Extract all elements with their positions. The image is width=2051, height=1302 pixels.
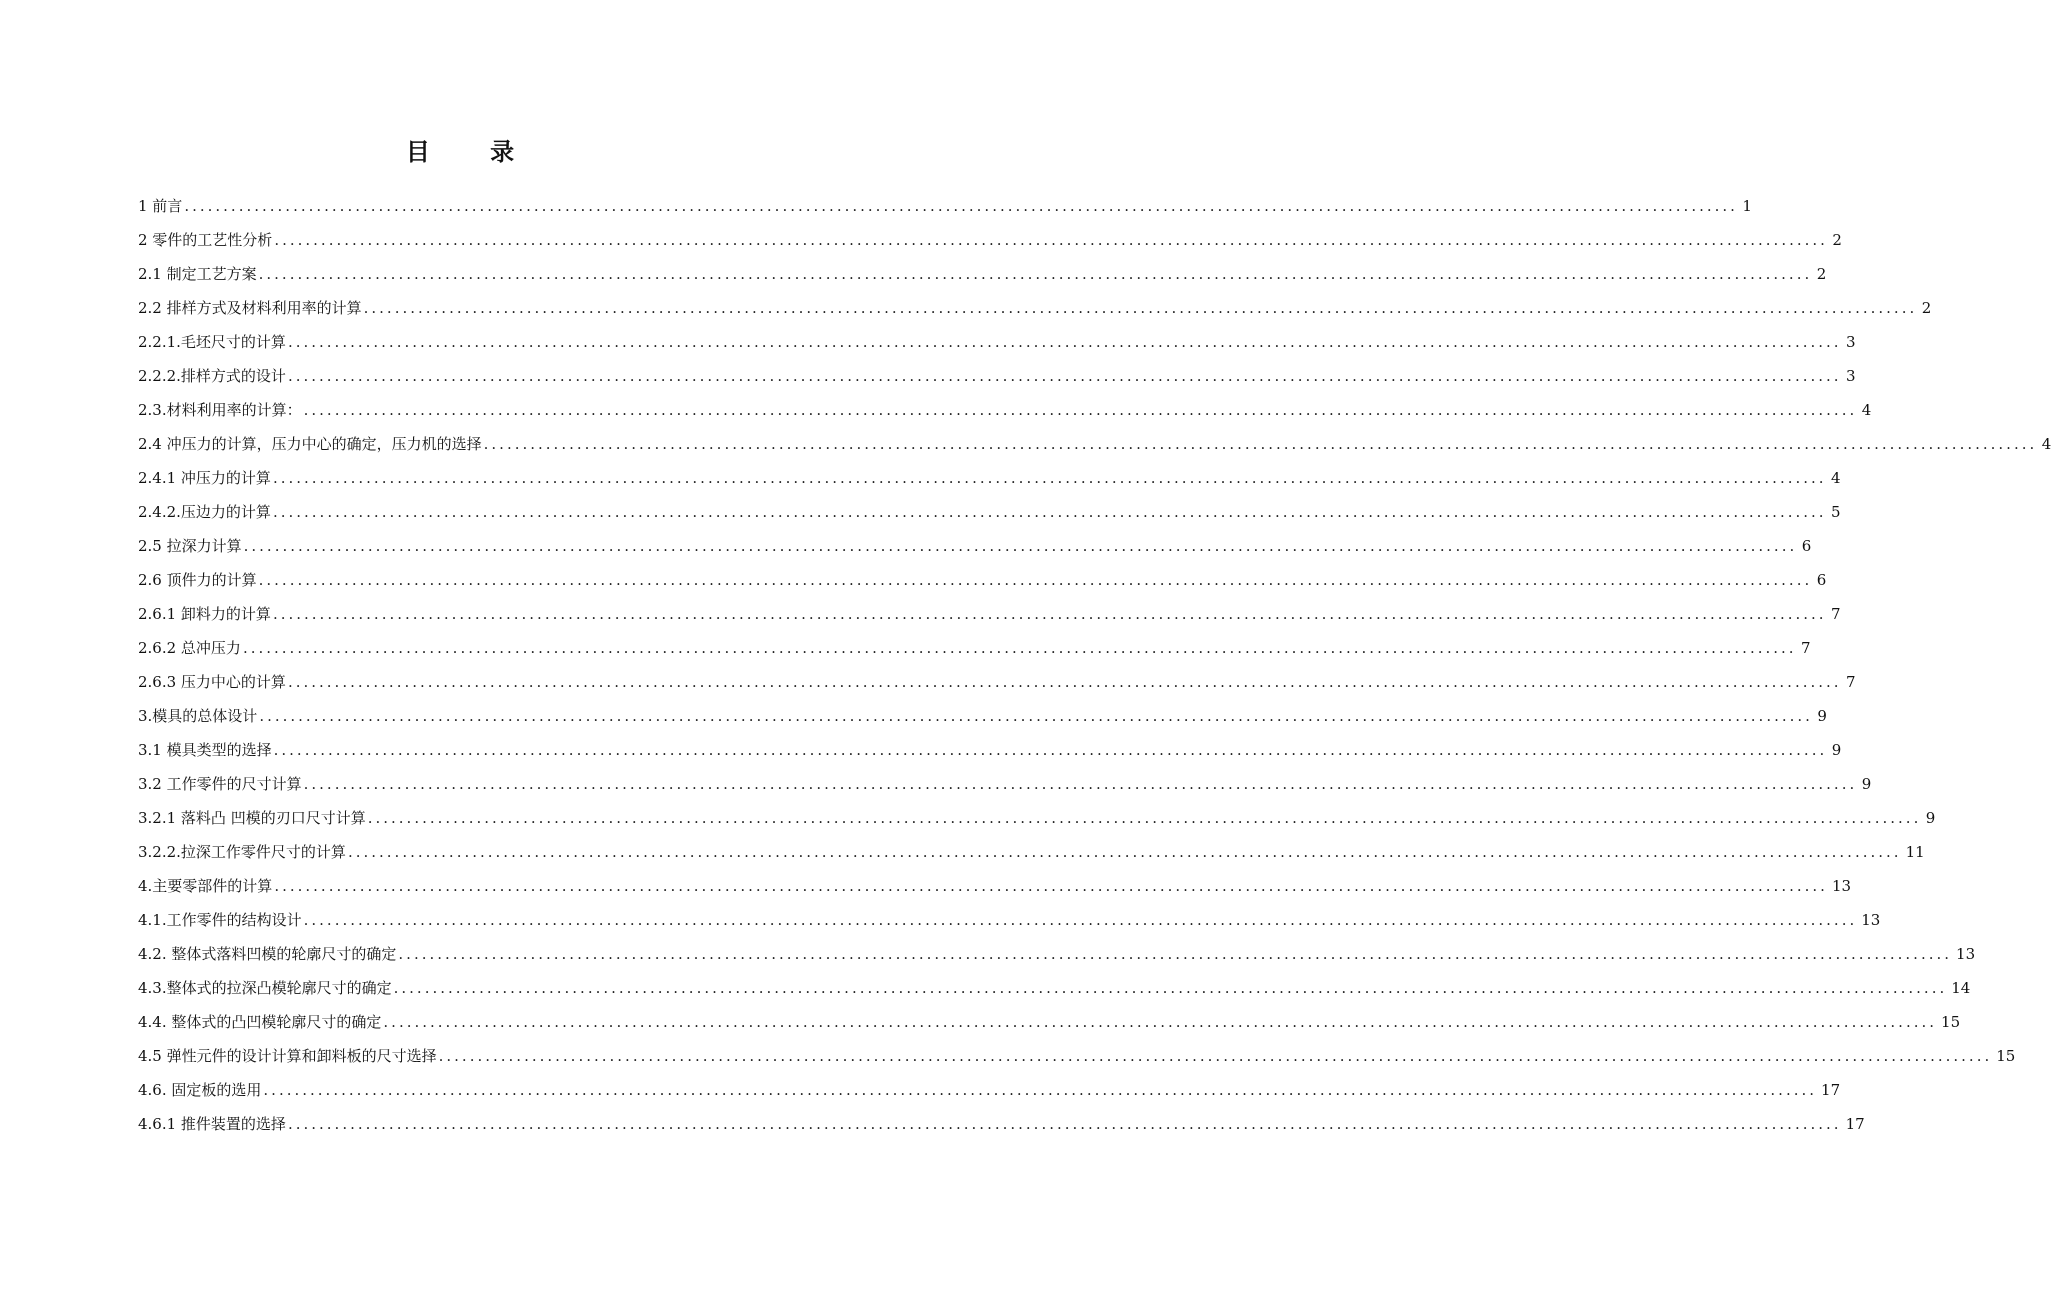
toc-dot-leader: ........................................................................................................................................................................................................ bbox=[273, 741, 1828, 759]
table-of-contents bbox=[138, 189, 2051, 1141]
toc-entry-title: 2.4.2.压边力的计算 bbox=[138, 503, 271, 521]
toc-dot-leader: ........................................................................................................................................................................................................ bbox=[272, 605, 1827, 623]
toc-page-number: 7 bbox=[1801, 639, 1811, 657]
toc-entry[interactable] bbox=[138, 189, 1752, 223]
toc-dot-leader: ........................................................................................................................................................................................................ bbox=[274, 231, 1828, 249]
toc-entry[interactable] bbox=[138, 665, 1856, 699]
toc-entry-title: 2.3.材料利用率的计算： bbox=[138, 401, 302, 419]
toc-page-number: 5 bbox=[1831, 503, 1841, 521]
toc-page-number: 15 bbox=[1941, 1013, 1961, 1031]
toc-dot-leader: ........................................................................................................................................................................................................ bbox=[287, 367, 1842, 385]
toc-page-number: 17 bbox=[1845, 1115, 1865, 1133]
toc-page-number: 9 bbox=[1861, 775, 1872, 793]
toc-entry-title: 2.2 排样方式及材料利用率的计算 bbox=[138, 299, 362, 317]
toc-entry[interactable] bbox=[138, 631, 1811, 665]
toc-page-number: 4 bbox=[1831, 469, 1841, 487]
toc-dot-leader: ........................................................................................................................................................................................................ bbox=[303, 775, 1858, 793]
toc-entry[interactable] bbox=[138, 971, 1971, 1005]
toc-entry[interactable] bbox=[138, 461, 1841, 495]
toc-entry[interactable] bbox=[138, 359, 1856, 393]
toc-entry[interactable] bbox=[138, 903, 1881, 937]
toc-page-number: 2 bbox=[1832, 231, 1842, 249]
toc-entry[interactable] bbox=[138, 733, 1842, 767]
toc-entry-title: 4.6. 固定板的选用 bbox=[138, 1081, 262, 1099]
toc-entry[interactable] bbox=[138, 767, 1872, 801]
toc-page-number: 9 bbox=[1817, 707, 1827, 725]
toc-dot-leader: ........................................................................................................................................................................................................ bbox=[263, 1081, 1818, 1099]
toc-page-number: 17 bbox=[1821, 1081, 1841, 1099]
toc-entry-title: 3.2.2.拉深工作零件尺寸的计算 bbox=[138, 843, 346, 861]
toc-dot-leader: ........................................................................................................................................................................................................ bbox=[367, 809, 1922, 827]
toc-entry[interactable] bbox=[138, 699, 1827, 733]
toc-entry-title: 2.6.2 总冲压力 bbox=[138, 639, 241, 657]
toc-page-number: 4 bbox=[2041, 435, 2051, 453]
toc-page-number: 1 bbox=[1742, 197, 1752, 215]
toc-entry[interactable] bbox=[138, 1073, 1841, 1107]
toc-page-number: 2 bbox=[1816, 265, 1827, 283]
toc-entry-title: 4.5 弹性元件的设计计算和卸料板的尺寸选择 bbox=[138, 1047, 437, 1065]
toc-page-number: 13 bbox=[1956, 945, 1976, 963]
toc-dot-leader: ........................................................................................................................................................................................................ bbox=[483, 435, 2038, 453]
toc-dot-leader: ........................................................................................................................................................................................................ bbox=[272, 503, 1827, 521]
toc-dot-leader: ........................................................................................................................................................................................................ bbox=[272, 469, 1827, 487]
toc-dot-leader: ........................................................................................................................................................................................................ bbox=[259, 707, 1813, 725]
toc-dot-leader: ........................................................................................................................................................................................................ bbox=[243, 537, 1798, 555]
toc-entry-title: 2.4 冲压力的计算，压力中心的确定，压力机的选择 bbox=[138, 435, 482, 453]
toc-entry-title: 3.模具的总体设计 bbox=[138, 707, 258, 725]
toc-dot-leader: ........................................................................................................................................................................................................ bbox=[258, 265, 1813, 283]
toc-page-number: 14 bbox=[1951, 979, 1971, 997]
toc-dot-leader: ........................................................................................................................................................................................................ bbox=[274, 877, 1828, 895]
toc-entry-title: 2.2.2.排样方式的设计 bbox=[138, 367, 286, 385]
toc-entry[interactable] bbox=[138, 291, 1932, 325]
toc-entry[interactable] bbox=[138, 427, 2051, 461]
toc-dot-leader: ........................................................................................................................................................................................................ bbox=[438, 1047, 1993, 1065]
toc-page-number: 6 bbox=[1816, 571, 1827, 589]
toc-entry-title: 4.2. 整体式落料凹模的轮廓尺寸的确定 bbox=[138, 945, 397, 963]
toc-entry[interactable] bbox=[138, 597, 1841, 631]
toc-entry[interactable] bbox=[138, 1107, 1865, 1141]
toc-dot-leader: ........................................................................................................................................................................................................ bbox=[393, 979, 1948, 997]
toc-page-number: 13 bbox=[1861, 911, 1881, 929]
toc-entry-title: 4.主要零部件的计算 bbox=[138, 877, 273, 895]
toc-entry-title: 2.6 顶件力的计算 bbox=[138, 571, 257, 589]
toc-entry[interactable] bbox=[138, 801, 1936, 835]
toc-page-number: 9 bbox=[1925, 809, 1936, 827]
toc-page-number: 9 bbox=[1831, 741, 1842, 759]
toc-page-number: 6 bbox=[1801, 537, 1812, 555]
toc-entry-title: 4.3.整体式的拉深凸模轮廓尺寸的确定 bbox=[138, 979, 392, 997]
toc-dot-leader: ........................................................................................................................................................................................................ bbox=[287, 333, 1842, 351]
toc-dot-leader: ........................................................................................................................................................................................................ bbox=[383, 1013, 1938, 1031]
toc-entry-title: 3.2 工作零件的尺寸计算 bbox=[138, 775, 302, 793]
toc-page-number: 7 bbox=[1831, 605, 1841, 623]
toc-entry[interactable] bbox=[138, 869, 1852, 903]
toc-entry-title: 3.1 模具类型的选择 bbox=[138, 741, 272, 759]
toc-entry[interactable] bbox=[138, 563, 1827, 597]
toc-entry-title: 2 零件的工艺性分析 bbox=[138, 231, 273, 249]
toc-entry-title: 1 前言 bbox=[138, 197, 183, 215]
toc-dot-leader: ........................................................................................................................................................................................................ bbox=[184, 197, 1738, 215]
toc-entry-title: 4.4. 整体式的凸凹模轮廓尺寸的确定 bbox=[138, 1013, 382, 1031]
toc-entry-title: 3.2.1 落料凸 凹模的刃口尺寸计算 bbox=[138, 809, 366, 827]
toc-entry[interactable] bbox=[138, 835, 1925, 869]
toc-entry[interactable] bbox=[138, 1005, 1961, 1039]
toc-page-number: 3 bbox=[1846, 367, 1856, 385]
toc-entry[interactable] bbox=[138, 223, 1842, 257]
toc-dot-leader: ........................................................................................................................................................................................................ bbox=[303, 401, 1858, 419]
toc-page-number: 13 bbox=[1831, 877, 1852, 895]
toc-dot-leader: ........................................................................................................................................................................................................ bbox=[258, 571, 1813, 589]
toc-dot-leader: ........................................................................................................................................................................................................ bbox=[303, 911, 1858, 929]
toc-entry[interactable] bbox=[138, 325, 1856, 359]
toc-entry[interactable] bbox=[138, 529, 1812, 563]
toc-entry-title: 4.6.1 推件装置的选择 bbox=[138, 1115, 286, 1133]
toc-page-number: 2 bbox=[1921, 299, 1932, 317]
toc-entry-title: 2.4.1 冲压力的计算 bbox=[138, 469, 271, 487]
toc-entry[interactable] bbox=[138, 257, 1827, 291]
toc-page-number: 4 bbox=[1861, 401, 1872, 419]
toc-entry-title: 2.6.3 压力中心的计算 bbox=[138, 673, 286, 691]
toc-entry-title: 2.1 制定工艺方案 bbox=[138, 265, 257, 283]
toc-dot-leader: ........................................................................................................................................................................................................ bbox=[347, 843, 1902, 861]
toc-entry-title: 2.2.1.毛坯尺寸的计算 bbox=[138, 333, 286, 351]
toc-dot-leader: ........................................................................................................................................................................................................ bbox=[398, 945, 1953, 963]
toc-entry-title: 4.1.工作零件的结构设计 bbox=[138, 911, 302, 929]
toc-page-number: 15 bbox=[1996, 1047, 2016, 1065]
toc-entry[interactable] bbox=[138, 937, 1976, 971]
toc-dot-leader: ........................................................................................................................................................................................................ bbox=[242, 639, 1797, 657]
toc-entry-title: 2.6.1 卸料力的计算 bbox=[138, 605, 271, 623]
toc-page-number: 3 bbox=[1846, 333, 1856, 351]
toc-page-number: 11 bbox=[1905, 843, 1925, 861]
toc-dot-leader: ........................................................................................................................................................................................................ bbox=[287, 673, 1842, 691]
toc-dot-leader: ........................................................................................................................................................................................................ bbox=[287, 1115, 1842, 1133]
toc-dot-leader: ........................................................................................................................................................................................................ bbox=[363, 299, 1918, 317]
toc-page-number: 7 bbox=[1846, 673, 1856, 691]
page-title: 目 录 bbox=[405, 137, 541, 167]
toc-entry[interactable] bbox=[138, 393, 1872, 427]
toc-entry-title: 2.5 拉深力计算 bbox=[138, 537, 242, 555]
toc-entry[interactable] bbox=[138, 495, 1841, 529]
toc-entry[interactable] bbox=[138, 1039, 2016, 1073]
